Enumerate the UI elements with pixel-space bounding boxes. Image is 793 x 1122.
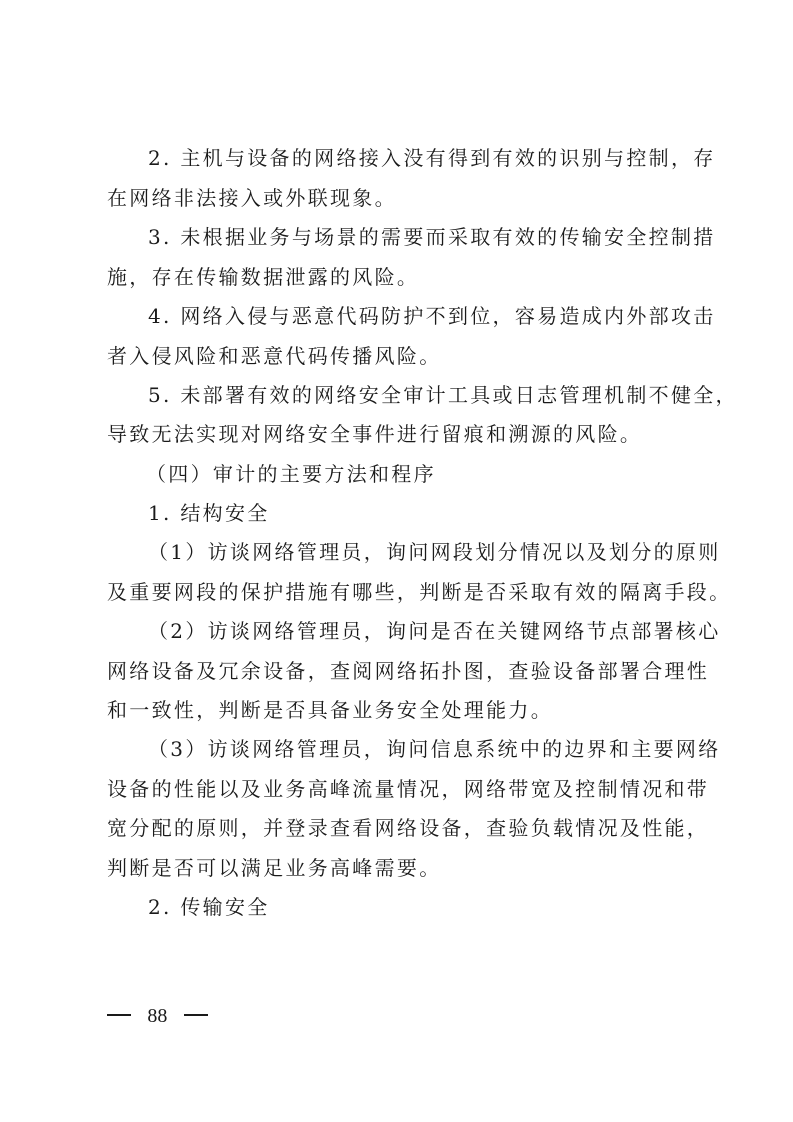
subsection-heading-structure-security: 1. 结构安全 [148,501,270,525]
step-3-line-4: 判断是否可以满足业务高峰需要。 [107,856,442,880]
paragraph-item-5-line-2: 导致无法实现对网络安全事件进行留痕和溯源的风险。 [107,422,643,446]
footer-dash-right [184,1014,208,1016]
paragraph-item-4-line-2: 者入侵风险和恶意代码传播风险。 [107,344,442,368]
paragraph-item-3-line-2: 施，存在传输数据泄露的风险。 [107,265,420,289]
section-heading: （四）审计的主要方法和程序 [146,462,436,486]
footer-dash-left [107,1014,131,1016]
step-3-line-3: 宽分配的原则，并登录查看网络设备，查验负载情况及性能， [107,816,710,840]
paragraph-item-3-line-1: 3. 未根据业务与场景的需要而采取有效的传输安全控制措 [148,225,716,249]
page-footer [107,1000,208,1030]
paragraph-item-2-line-1: 2. 主机与设备的网络接入没有得到有效的识别与控制，存 [148,146,716,170]
subsection-heading-transmission-security: 2. 传输安全 [148,895,270,919]
step-3-line-1: （3）访谈网络管理员，询问信息系统中的边界和主要网络 [148,737,721,761]
step-2-line-3: 和一致性，判断是否具备业务安全处理能力。 [107,698,553,722]
step-2-line-2: 网络设备及冗余设备，查阅网络拓扑图，查验设备部署合理性 [107,659,710,683]
paragraph-item-4-line-1: 4. 网络入侵与恶意代码防护不到位，容易造成内外部攻击 [148,304,716,328]
step-1-line-1: （1）访谈网络管理员，询问网段划分情况以及划分的原则 [148,540,721,564]
page-number: 88 [147,1005,168,1027]
step-2-line-1: （2）访谈网络管理员，询问是否在关键网络节点部署核心 [148,619,721,643]
paragraph-item-2-line-2: 在网络非法接入或外联现象。 [107,186,397,210]
step-1-line-2: 及重要网段的保护措施有哪些，判断是否采取有效的隔离手段。 [107,580,732,604]
paragraph-item-5-line-1: 5. 未部署有效的网络安全审计工具或日志管理机制不健全， [148,383,738,407]
step-3-line-2: 设备的性能以及业务高峰流量情况，网络带宽及控制情况和带 [107,777,710,801]
